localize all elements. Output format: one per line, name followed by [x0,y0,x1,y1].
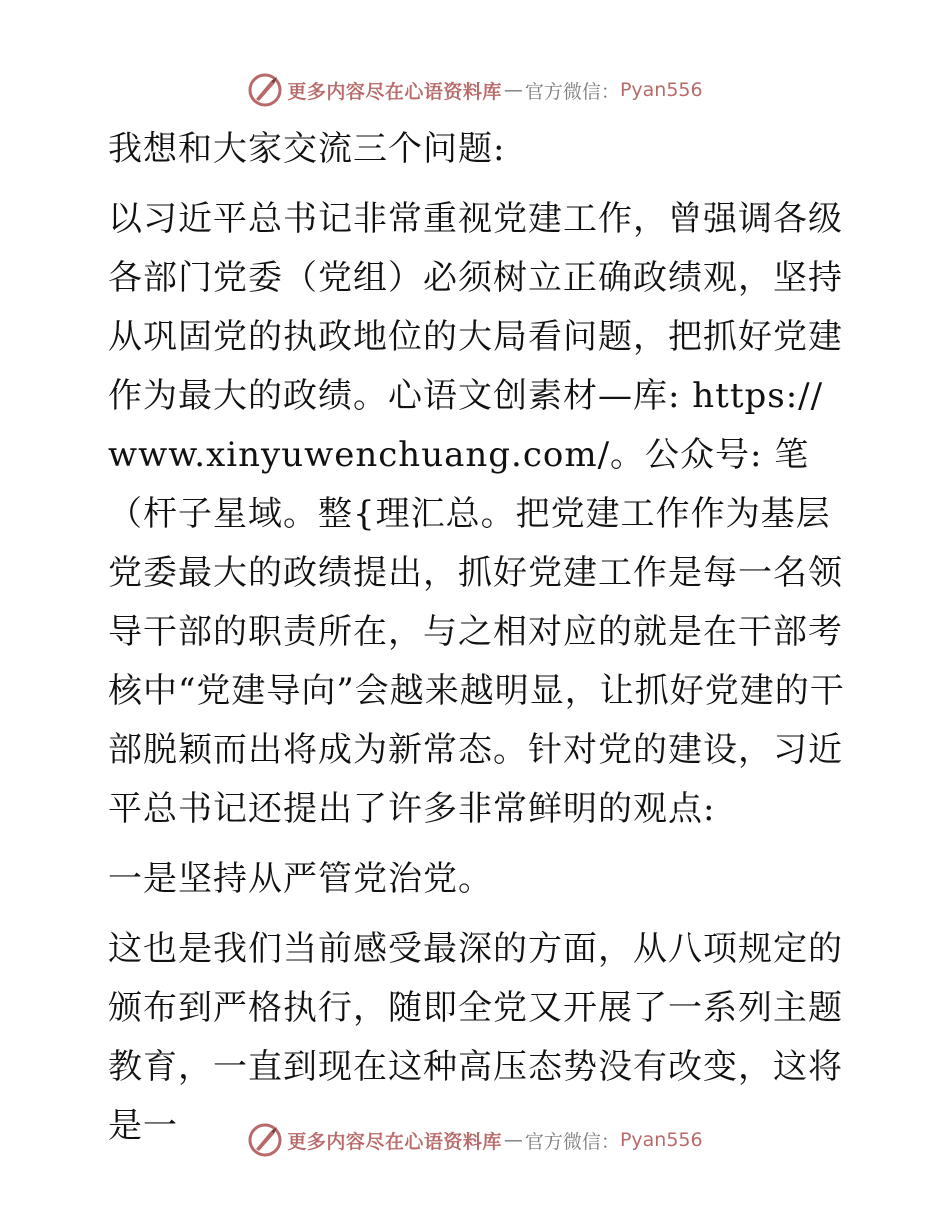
paragraph-point-one: 一是坚持从严管党治党。 [108,859,493,899]
paragraph-party-building: 以习近平总书记非常重视党建工作，曾强调各级各部门党委（党组）必须树立正确政绩观，坚持从巩固党的执政地位的大局看问题，把抓好党建作为最大的政绩。心语文创素材—库: https:// www.xinyuwenchuang.com/。公众号: 笔（杆子星域。整{理汇总。把党建工作作为基层党委最大的政绩提出，抓好党建工作是每一名领导干部的职责所在，与之相对应的就是在干部考核中“党建导向”会越来越明显，让抓好党建的干部脱颖而出将成为新常态。针对党的建设，习近平总书记还提出了许多非常鲜明的观点: [108,199,845,829]
paragraph-intro: 我想和大家交流三个问题: [108,129,506,169]
document-body [97,120,857,1167]
watermark-main-text: 更多内容尽在心语资料库 [287,1130,502,1153]
watermark-main-text: 更多内容尽在心语资料库 [287,80,502,103]
watermark-header [0,70,950,110]
watermark-separator: — [503,79,523,101]
watermark-footer [0,1120,950,1160]
quill-pen-logo-icon [247,72,283,108]
quill-pen-logo-icon [247,1122,283,1158]
watermark-label: 官方微信： [524,80,620,103]
watermark-wechat-id: Pyan556 [619,79,703,101]
watermark-separator: — [503,1129,523,1151]
watermark-wechat-id: Pyan556 [619,1129,703,1151]
watermark-label: 官方微信： [524,1130,620,1153]
paragraph-eight-rules: 这也是我们当前感受最深的方面，从八项规定的颁布到严格执行，随即全党又开展了一系列主题教育，一直到现在这种高压态势没有改变，这将是一 [108,929,843,1146]
